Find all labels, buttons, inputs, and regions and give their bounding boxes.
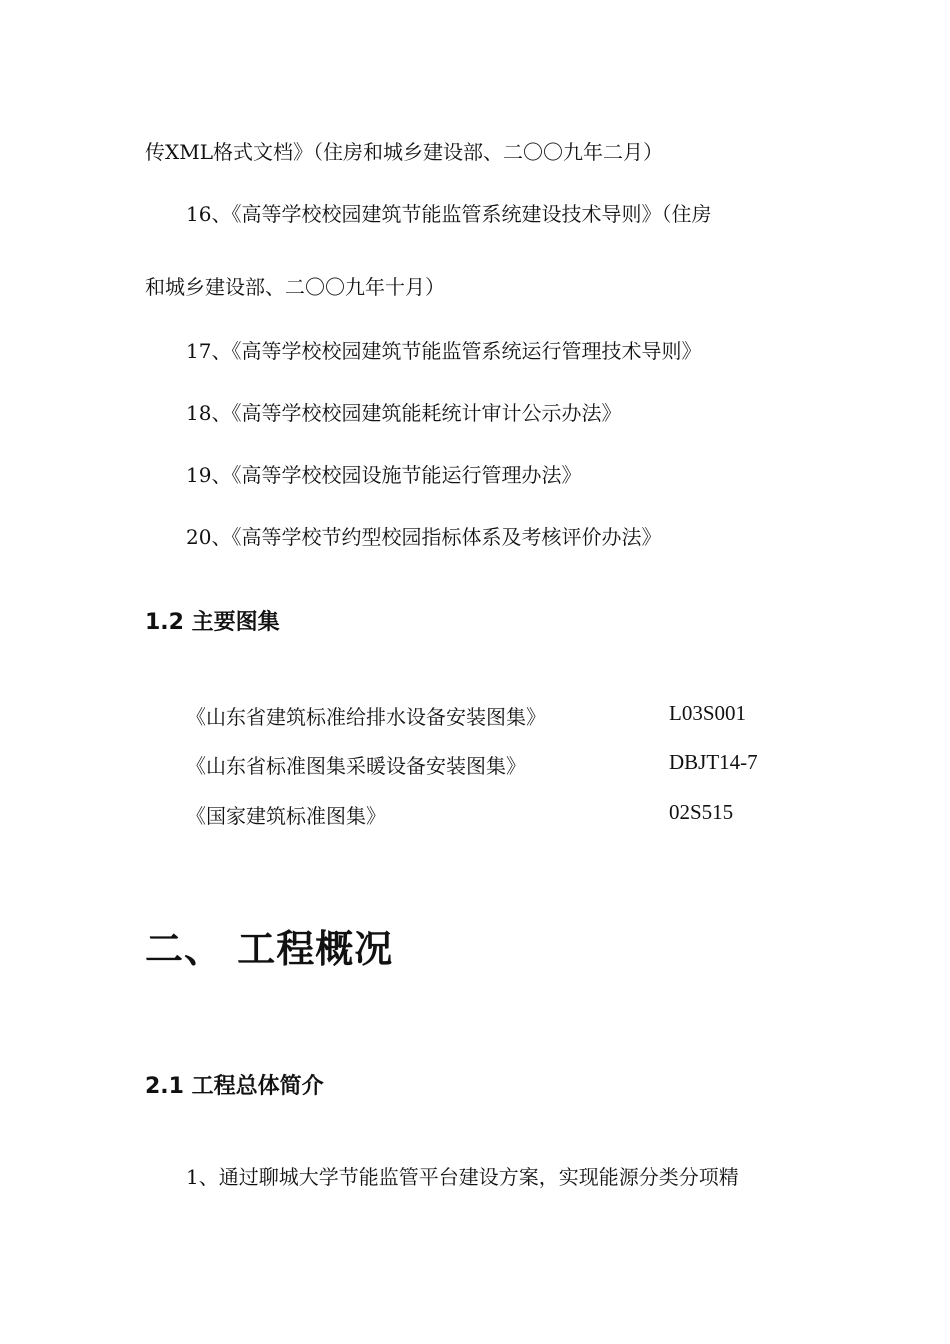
section-heading-1-2: 1.2 主要图集 [145,610,280,635]
paragraph-15-continuation: 传XML格式文档》（住房和城乡建设部、二〇〇九年二月） [145,140,663,164]
paragraph-16-line-1: 16、《高等学校校园建筑节能监管系统建设技术导则》（住房 [186,202,712,226]
paragraph-18: 18、《高等学校校园建筑能耗统计审计公示办法》 [186,401,622,425]
atlas-name: 《山东省建筑标准给排水设备安装图集》 [186,705,546,729]
atlas-code: L03S001 [669,701,747,725]
paragraph-16-line-2: 和城乡建设部、二〇〇九年十月） [145,275,445,299]
atlas-name: 《山东省标准图集采暖设备安装图集》 [186,754,526,778]
paragraph-20: 20、《高等学校节约型校园指标体系及考核评价办法》 [186,525,662,549]
paragraph-19: 19、《高等学校校园设施节能运行管理办法》 [186,463,582,487]
atlas-code: 02S515 [669,800,734,824]
chapter-heading-2: 二、 工程概况 [145,927,394,971]
paragraph-17: 17、《高等学校校园建筑节能监管系统运行管理技术导则》 [186,339,702,363]
section-heading-2-1: 2.1 工程总体简介 [145,1074,324,1099]
paragraph-2-1-1: 1、通过聊城大学节能监管平台建设方案，实现能源分类分项精 [186,1165,739,1189]
atlas-row [186,701,786,731]
atlas-name: 《国家建筑标准图集》 [186,804,386,828]
atlas-code: DBJT14-7 [669,750,758,774]
atlas-row [186,800,786,830]
atlas-row [186,750,786,780]
